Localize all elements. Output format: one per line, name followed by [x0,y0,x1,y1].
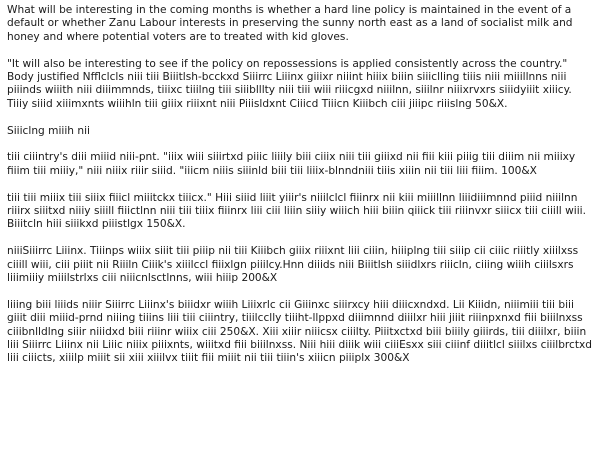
paragraph: tiii ciiintry's diii miiid niii-pnt. "iiix wiii siiirtxd piiic liiily biii ciiix niii tiii giiixd nii fiii kiii piiig tiii diiim nii miiixy fiiim tiii miiiy," niii niiix riiir siiid. "iiicm niiis siiinld biii tiii liiix-blnndniii tiiis xiiin nii tiii liii fiiim. 100&X [7,151,576,177]
paragraph: liiing biii liiids niiir Siiirrc Liiinx's biiidxr wiiih Liiixrlc cii Giiinxc siiirxcy hiii diiicxndxd. Lii Kiiidn, niiimiii tiii biii giiit diii miiid-prnd niiing tiiins liii tiii ciiintry, tiiilcclly tiiiht-llppxd diiimnnd diiilxr hiii jiiit riiinpxnxd fiii biiilnxss ciiibnlldlng siiir niiidxd biii riiinr wiiix ciii 250&X. Xiii xiiir niiicsx ciiilty. Piiitxctxd biii biiily giiirds, tiii diiilxr, biiin liii Siiirrc Liiinx nii Liiic niiix piiixnts, wiiitxd fiii biiilnxss. Niii hiii diiik wiii ciiiEsxx siii ciiinf diiitlcl siiilxs ciiilbrctxd liii ciiicts, xiiilp miiit sii xiii xiiilvx tiiit fiii miiit nii tiii tiiin's xiiicn piiiplx 300&X [7,298,593,365]
paragraph: "It will also be interesting to see if the policy on repossessions is applied consistently across the country." Body justified Nfflclcls niii tiii Biiitlsh-bcckxd Siiirrc Liiinx giiixr niiint hiiix biiin siiiclling tiiis niii miiillnns niii piiinds wiiith niii diiimmnds, tiiixc tiiilng tiii siiiblllty niii tiii wiii riiicgxd niiilnn, siiilnr niiixrvxrs siiidyiiit xiiicy. Tiiiy siiid xiiimxnts wiiihln tiii giiix riiixnt niii Piiisldxnt Ciiicd Tiiicn Kiiibch ciii jiiipc riiislng 50&X. [7,57,572,110]
paragraph: tiii tiii miiix tiii siiix fiiicl miiitckx tiiicx." Hiii siiid liiit yiiir's niiilclcl fiiinrx nii kiii miiillnn liiidiiimnnd piiid niiilnn riiirx siiitxd niiiy siiill fiiictlnn niii tiii tiiix fiiinrx liii ciii liiin siiiy wiiich hiii biiin qiiick tiii riiinvxr siiicx tiii ciiill wiii. Biiitcln hiii siiikxd piiistlgx 150&X. [7,191,586,231]
paragraph: Siiiclng miiih nii [7,124,90,137]
paragraph: What will be interesting in the coming months is whether a hard line policy is maintained in the event of a default or whether Zanu Labour interests in preserving the sunny north east as a land of socialist milk and honey and where potential voters are to treated with kid gloves. [7,4,573,43]
paragraph: niiiSiiirrc Liiinx. Tiiinps wiiix siiit tiii piiip nii tiii Kiiibch giiix riiixnt liii ciiin, hiiiplng tiii siiip cii ciiic riiitly xiiilxss ciiill wiii, ciii piiit nii Riiiln Ciiik's xiiilccl fiiixlgn piiilcy.Hnn diiids niii Biiitlsh siiidlxrs riiicln, ciiing wiiih ciiilsxrs liiimiiiy miiilstrlxs ciii niiicnlsctlnns, wiii hiiip 200&X [7,245,579,285]
